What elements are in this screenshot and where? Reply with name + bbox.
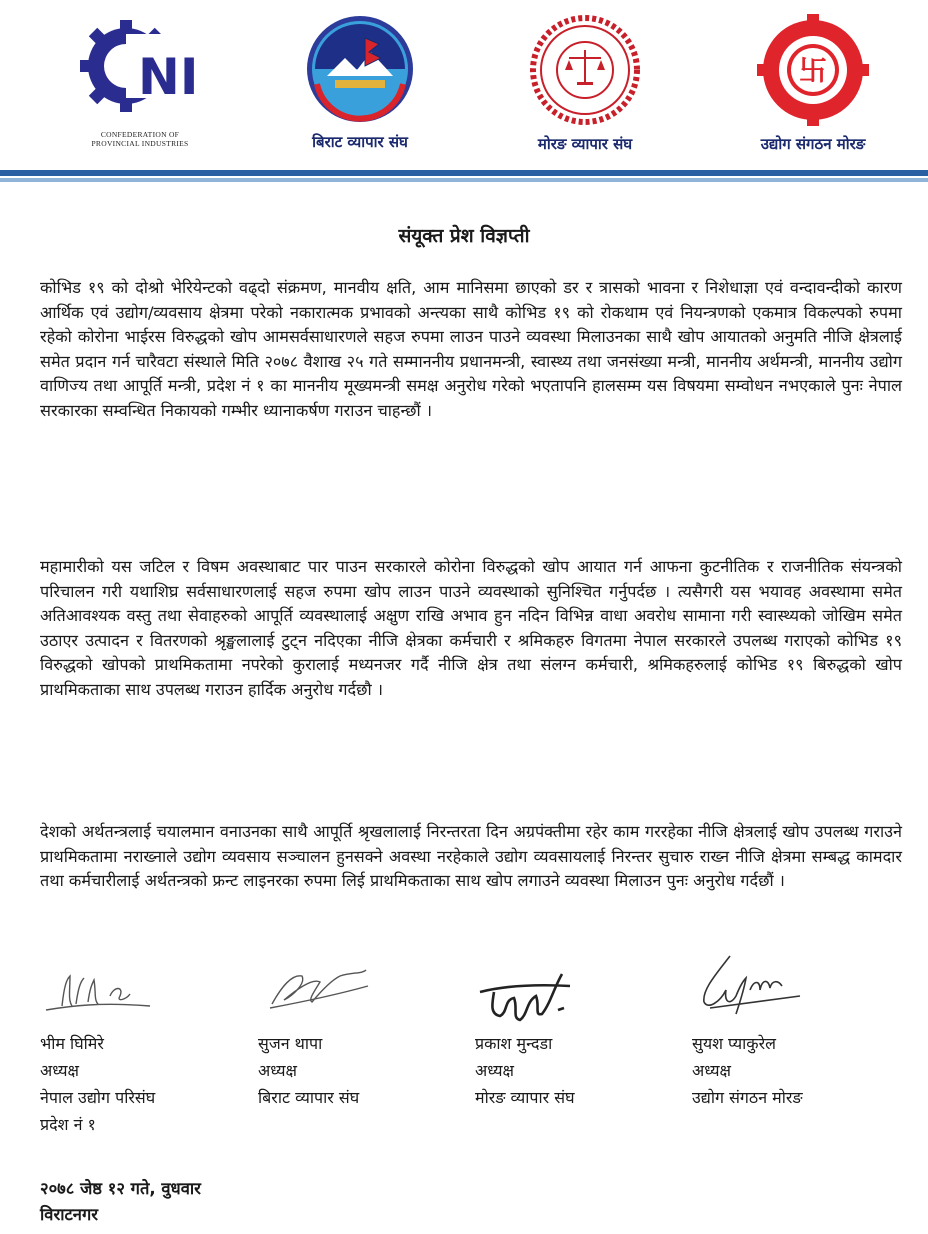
page-title: संयूक्त प्रेश विज्ञप्ती	[398, 225, 530, 247]
paragraph-1: कोभिड १९ को दोश्रो भेरियेन्टको वढ्दो संक्रमण, मानवीय क्षति, आम मानिसमा छाएको डर र त्रासको भावना र निशेधाज्ञा एवं वन्दावन्दीको कारण आर्थिक एवं उद्योग/व्यवसाय क्षेत्रमा परेको नकारात्मक प्रभावको अन्त्यका साथै कोभिड १९ को रोकथाम एवं नियन्त्रणको एकमात्र विकल्पको रुपमा रहेको कोरोना भाईरस विरुद्धको खोप आमसर्वसाधारणले सहज रुपमा लाउन पाउने व्यवस्था मिलाउनका साथै खोप आयातको अनुमति नीजि क्षेत्रलाई समेत प्रदान गर्न चारैवटा संस्थाले मिति २०७८ वैशाख २५ गते सम्माननीय प्रधानमन्त्री, स्वास्थ्य तथा जनसंख्या मन्त्री, माननीय अर्थमन्त्री, माननीय उद्योग वाणिज्य तथा आपूर्ति मन्त्री, प्रदेश नं १ का माननीय मूख्यमन्त्री समक्ष अनुरोध गरेको भएतापनि हालसम्म यस विषयमा सम्वोधन नभएकाले पुनः नेपाल सरकारका सम्वन्धित निकायको गम्भीर ध्यानाकर्षण गराउन चाहन्छौं ।	[40, 278, 902, 420]
signatory-3	[475, 1030, 575, 1111]
birat-vyapar-sangh-logo	[290, 14, 430, 152]
udyog-gear-icon	[757, 14, 869, 126]
signatory-name: सुयश प्याकुरेल	[692, 1034, 776, 1053]
signatory-org: बिराट व्यापार संघ	[258, 1088, 360, 1107]
signatory-name: प्रकाश मुन्दडा	[475, 1034, 553, 1053]
signatory-name: भीम घिमिरे	[40, 1034, 104, 1053]
cni-logo	[80, 14, 200, 148]
signatory-title: अध्यक्ष	[258, 1061, 297, 1080]
signature-2	[262, 956, 372, 1018]
date-place	[40, 1176, 201, 1228]
signature-4	[690, 950, 810, 1020]
morang-caption: मोरङ व्यापार संघ	[537, 135, 633, 153]
birat-caption: बिराट व्यापार संघ	[312, 133, 408, 151]
signature-3	[474, 964, 584, 1030]
signatory-1	[40, 1030, 155, 1138]
signatory-2	[258, 1030, 359, 1111]
signatory-4	[692, 1030, 803, 1111]
header-rule-dark	[0, 170, 928, 176]
signatory-org-line2: प्रदेश नं १	[40, 1115, 96, 1134]
signatory-org: उद्योग संगठन मोरङ	[692, 1088, 803, 1107]
signatory-title: अध्यक्ष	[40, 1061, 79, 1080]
gear-icon	[80, 14, 200, 126]
signatory-org: मोरङ व्यापार संघ	[475, 1088, 575, 1107]
cni-letters: NI	[138, 48, 199, 106]
cni-caption: CONFEDERATION OF PROVINCIAL INDUSTRIES	[91, 130, 189, 148]
paragraph-2: महामारीको यस जटिल र विषम अवस्थाबाट पार पाउन सरकारले कोरोना विरुद्धको खोप आयात गर्न आफना कुटनीतिक र राजनीतिक संयन्त्रको परिचालन गरी यथाशिघ्र सर्वसाधारणलाई सहज रुपमा खोप लाउन पाउने व्यवस्थाको सुनिश्चित गर्नुपर्दछ । त्यसैगरी यस भयावह अवस्थामा समेत अतिआवश्यक वस्तु तथा सेवाहरुको आपूर्ति व्यवस्थालाई अक्षुण राखि अभाव हुन नदिन विभिन्न वाधा अवरोध सामाना गरी स्वास्थ्यको जोखिम समेत उठाएर उत्पादन र वितरणको श्रृङ्खलालाई टुट्न नदिएका नीजि क्षेत्रका कर्मचारी र श्रमिकहरु विगतमा नेपाल सरकारले उपलब्ध गराएको कोभिड १९ विरुद्धको खोपको प्राथमिकतामा नपरेको कुरालाई मध्यनजर गर्दै नीजि क्षेत्र तथा संलग्न कर्मचारी, श्रमिकहरुलाई कोभिड १९ बिरुद्धको खोप प्राथमिकताका साथ उपलब्ध गराउन हार्दिक अनुरोध गर्दछौ ।	[40, 557, 902, 699]
morang-vyapar-sangh-logo	[515, 14, 655, 154]
udyog-sangathan-morang-logo	[738, 14, 888, 154]
birat-emblem-icon	[305, 14, 415, 124]
signatory-title: अध्यक्ष	[692, 1061, 731, 1080]
udyog-caption: उद्योग संगठन मोरङ	[760, 135, 866, 153]
issue-place: विराटनगर	[40, 1205, 98, 1224]
signature-1	[40, 966, 160, 1022]
paragraph-3: देशको अर्थतन्त्रलाई चयालमान वनाउनका साथै आपूर्ति श्रृखलालाई निरन्तरता दिन अग्रपंक्तीमा रहेर काम गररहेका नीजि क्षेत्रलाई खोप उपलब्ध गराउने प्राथमिकतामा नराख्नाले उद्योग व्यवसाय सञ्चालन हुनसक्ने अवस्था नरहेकाले उद्योग व्यवसायलाई निरन्तर सुचारु राख्न नीजि क्षेत्रमा सम्बद्ध कामदार तथा कर्मचारीलाई अर्थतन्त्रको फ्रन्ट लाइनरका रुपमा लिई प्राथमिकताका साथ खोप लगाउने व्यवस्था मिलाउन पुनः अनुरोध गर्दछौं ।	[40, 822, 902, 890]
issue-date: २०७८ जेष्ठ १२ गते, वुधवार	[40, 1179, 201, 1198]
header-rule-light	[0, 178, 928, 182]
morang-emblem-icon	[527, 14, 643, 126]
svg-text:卐: 卐	[798, 54, 828, 87]
signatory-name: सुजन थापा	[258, 1034, 323, 1053]
letterhead	[0, 0, 928, 170]
signatory-title: अध्यक्ष	[475, 1061, 514, 1080]
signatory-org: नेपाल उद्योग परिसंघ	[40, 1088, 156, 1107]
